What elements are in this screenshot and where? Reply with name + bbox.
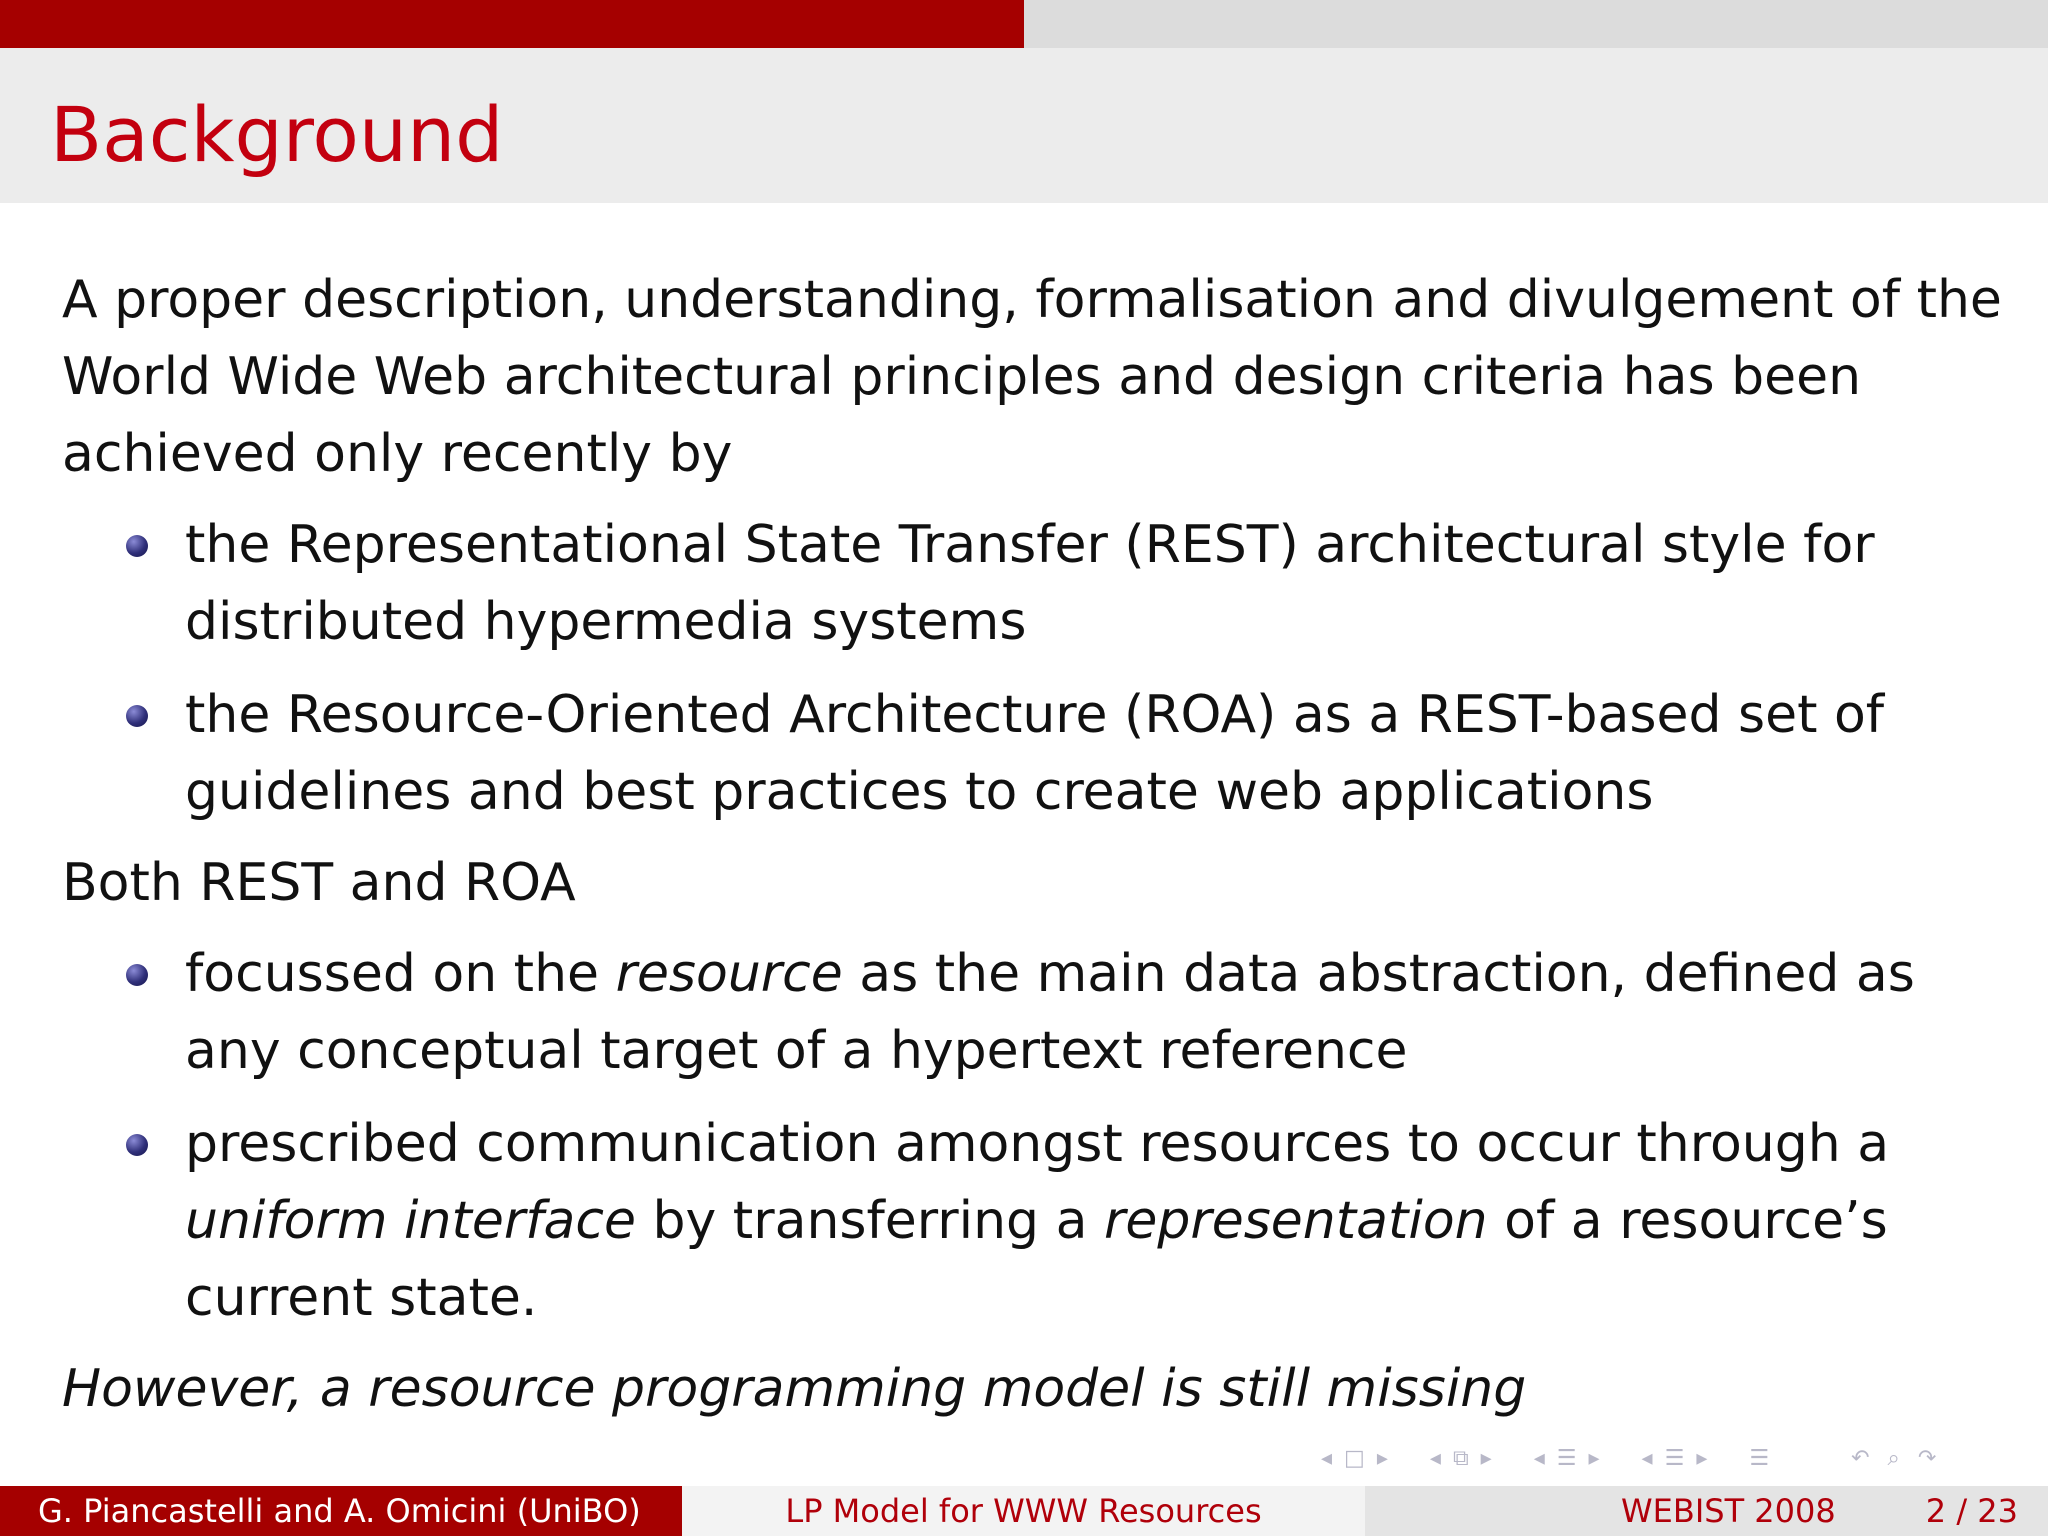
footer: [0, 1486, 2048, 1536]
list-item-text: the Resource-Oriented Architecture (ROA) as a REST-based set of guidelines and best practices to create web applications: [185, 685, 1885, 822]
list-item: [62, 1106, 2012, 1337]
redo-icon[interactable]: ↷: [1917, 1445, 1943, 1471]
footer-conference: WEBIST 2008: [1621, 1492, 1836, 1530]
footer-title-panel: [682, 1486, 1365, 1536]
appendix-icon[interactable]: ☰: [1749, 1445, 1770, 1471]
emphasis-representation: representation: [1103, 1191, 1488, 1251]
intro-paragraph: A proper description, understanding, formalisation and divulgement of the World Wide Web architectural principles and design criteria has been achieved only recently by: [62, 270, 2002, 484]
progress-bar-fill: [0, 0, 1024, 48]
footer-authors: G. Piancastelli and A. Omicini (UniBO): [38, 1492, 641, 1530]
list-item-text: [185, 1114, 1889, 1328]
text-run: prescribed communication amongst resources to occur through a: [185, 1114, 1890, 1174]
closing-statement: However, a resource programming model is still missing: [62, 1359, 1527, 1419]
bullet-list-2: [62, 936, 2012, 1337]
slide-body: [62, 262, 2012, 1428]
progress-bar: [0, 0, 2048, 48]
text-run: focussed on the: [185, 944, 616, 1004]
beamer-navigation: [1315, 1444, 1978, 1472]
both-heading: Both REST and ROA: [62, 853, 576, 913]
bullet-icon: [126, 535, 148, 557]
list-item-text: [185, 944, 1915, 1081]
subsection-nav-icon[interactable]: ◂ ⧉ ▸: [1429, 1445, 1492, 1471]
slide-title: Background: [50, 90, 504, 179]
emphasis-uniform-interface: uniform interface: [185, 1191, 636, 1251]
bullet-icon: [126, 964, 148, 986]
bullet-icon: [126, 1134, 148, 1156]
list-item: [62, 936, 2012, 1090]
list-item: [62, 677, 2012, 831]
footer-authors-panel: [0, 1486, 682, 1536]
document-nav-icon[interactable]: ◂ ☰ ▸: [1641, 1445, 1708, 1471]
search-undo-icon[interactable]: ↶ ⌕ ↷: [1851, 1445, 1943, 1471]
text-run: by transferring a: [635, 1191, 1104, 1251]
footer-short-title: LP Model for WWW Resources: [785, 1492, 1262, 1530]
frame-nav-icon[interactable]: ◂ □ ▸: [1321, 1445, 1388, 1471]
bullet-icon: [126, 705, 148, 727]
list-item: [62, 507, 2012, 661]
emphasis-resource: resource: [615, 944, 843, 1004]
bullet-list-1: [62, 507, 2012, 831]
section-nav-icon[interactable]: ◂ ☰ ▸: [1533, 1445, 1600, 1471]
zoom-icon[interactable]: ⌕: [1887, 1445, 1906, 1471]
text-run: as the main data abstraction, defined as any conceptual target of a hypertext reference: [185, 944, 1915, 1081]
text-run: of a resource’s current state.: [185, 1191, 1888, 1328]
footer-page-number: 2 / 23: [1925, 1492, 2018, 1530]
footer-info-panel: [1365, 1486, 2048, 1536]
list-item-text: the Representational State Transfer (REST) architectural style for distributed hypermedia systems: [185, 515, 1875, 652]
